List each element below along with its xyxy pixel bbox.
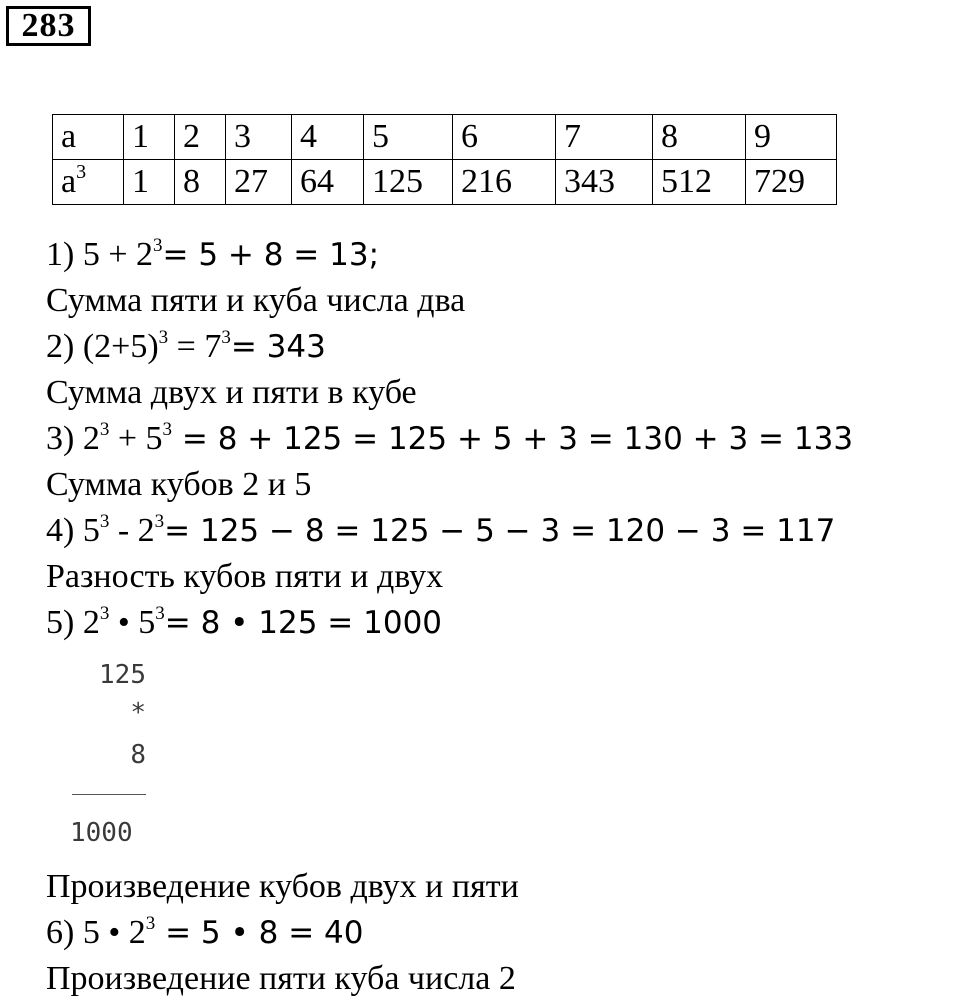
table-cell-a-8: 8: [653, 115, 746, 160]
item-2-exponent-1: 3: [158, 327, 169, 348]
table-cell-a-6: 6: [453, 115, 556, 160]
item-2-description: Сумма двух и пяти в кубе: [46, 374, 417, 411]
item-3-expression: [46, 416, 960, 462]
task-number: 283: [6, 6, 91, 46]
item-1-exponent: 3: [153, 235, 163, 256]
table-cell-cube-2: 8: [175, 160, 226, 205]
solution: [46, 232, 960, 1002]
table-cell-a-5: 5: [364, 115, 453, 160]
item-3-exponent-1: 3: [99, 419, 110, 440]
item-5-expression: [46, 600, 960, 646]
item-6-exponent: 3: [145, 913, 156, 934]
multiplicand: 125: [99, 660, 146, 690]
table-cell-a-7: 7: [556, 115, 653, 160]
item-5-description: Произведение кубов двух и пяти: [46, 868, 519, 905]
table-header-a-cubed: [53, 160, 124, 205]
item-2-prefix: 2) (2+5): [46, 328, 159, 365]
item-4-middle: - 2: [109, 512, 155, 549]
item-2-middle: = 7: [168, 328, 222, 365]
table-header-a: a: [53, 115, 124, 160]
item-5-prefix: 5) 2: [46, 604, 100, 641]
item-3-middle: + 5: [109, 420, 163, 457]
a-cubed-exponent: 3: [76, 161, 87, 183]
item-2-exponent-2: 3: [221, 327, 231, 348]
item-2-result: = 343: [230, 329, 326, 365]
table-cell-cube-8: 512: [653, 160, 746, 205]
table-cell-cube-3: 27: [226, 160, 292, 205]
item-4-exponent-2: 3: [154, 511, 165, 532]
item-5-exponent-1: 3: [99, 603, 110, 624]
table-row-a-cubed: [53, 160, 837, 205]
item-3-description: Сумма кубов 2 и 5: [46, 466, 312, 503]
item-1-result: = 5 + 8 = 13;: [162, 237, 380, 273]
table-cell-a-3: 3: [226, 115, 292, 160]
table-cell-cube-4: 64: [292, 160, 364, 205]
column-multiplication: [46, 646, 960, 864]
table-cell-a-4: 4: [292, 115, 364, 160]
a-cubed-base: a: [61, 163, 77, 200]
item-3-prefix: 3) 2: [46, 420, 100, 457]
multiplier: 8: [130, 740, 146, 770]
item-6-prefix: 6) 5 • 2: [46, 914, 146, 951]
multiply-operator: *: [130, 698, 146, 728]
table-cell-cube-9: 729: [746, 160, 837, 205]
cube-table: [52, 114, 837, 205]
table-cell-cube-7: 343: [556, 160, 653, 205]
item-4-description: Разность кубов пяти и двух: [46, 558, 444, 595]
item-4-expression: [46, 508, 960, 554]
item-6-description: Произведение пяти куба числа 2: [46, 960, 516, 997]
table-cell-cube-6: 216: [453, 160, 556, 205]
item-4-exponent-1: 3: [99, 511, 110, 532]
item-6-result: = 5 • 8 = 40: [155, 915, 364, 951]
item-4-result: = 125 − 8 = 125 − 5 − 3 = 120 − 3 = 117: [164, 513, 836, 549]
item-5-middle: • 5: [109, 604, 156, 641]
item-4-prefix: 4) 5: [46, 512, 100, 549]
table-cell-a-1: 1: [124, 115, 175, 160]
table-cell-cube-5: 125: [364, 160, 453, 205]
item-1-description: Сумма пяти и куба числа два: [46, 282, 466, 319]
table-cell-a-2: 2: [175, 115, 226, 160]
item-1-expression: [46, 232, 960, 278]
item-6-expression: [46, 910, 960, 956]
table-cell-cube-1: 1: [124, 160, 175, 205]
item-5-result: = 8 • 125 = 1000: [164, 605, 443, 641]
item-2-expression: [46, 324, 960, 370]
result-divider: [72, 794, 146, 795]
item-3-exponent-2: 3: [162, 419, 173, 440]
item-3-result: = 8 + 125 = 125 + 5 + 3 = 130 + 3 = 133: [172, 421, 854, 457]
item-1-prefix: 1) 5 + 2: [46, 236, 153, 273]
table-row-a: [53, 115, 837, 160]
item-5-exponent-2: 3: [155, 603, 165, 624]
table-cell-a-9: 9: [746, 115, 837, 160]
product: 1000: [70, 818, 133, 848]
